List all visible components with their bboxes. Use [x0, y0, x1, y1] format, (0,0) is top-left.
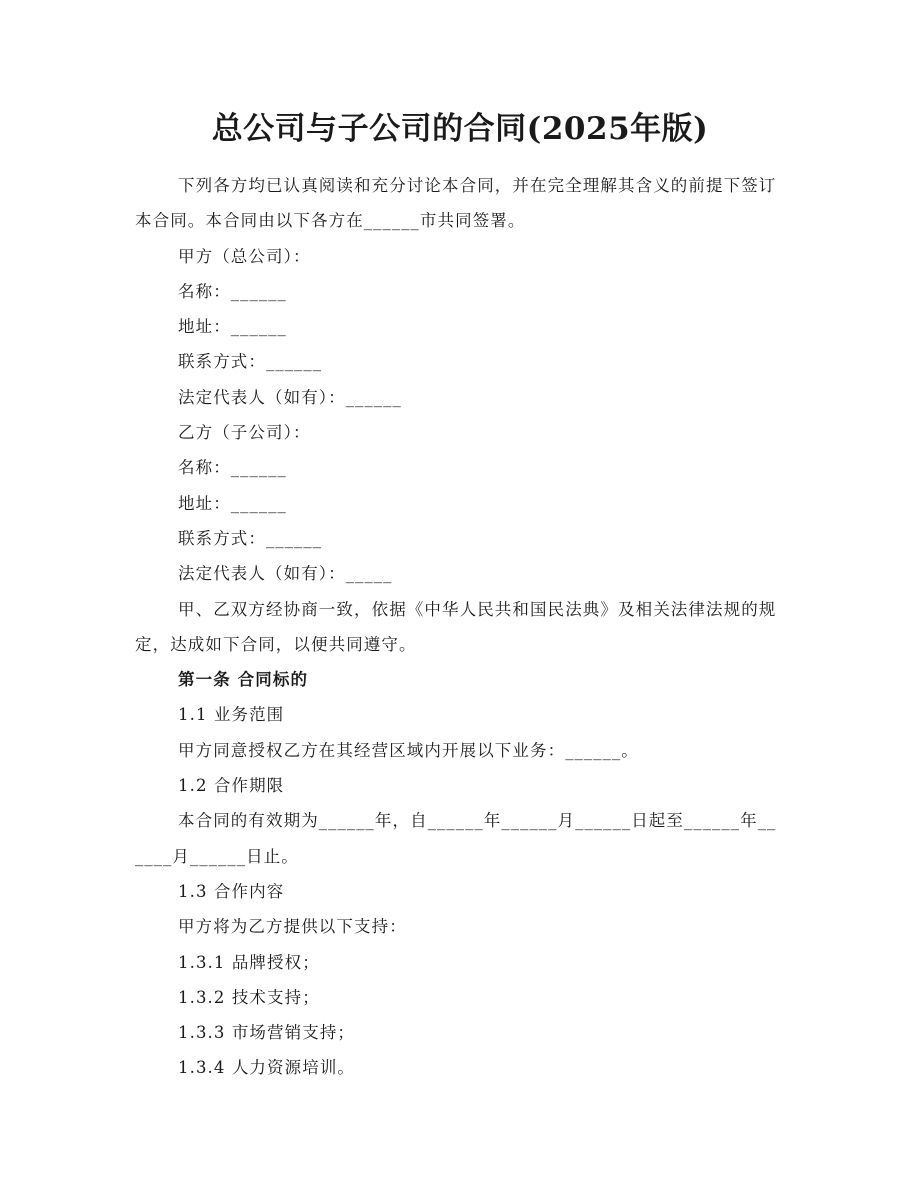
party-b-representative: 法定代表人（如有）：_____: [178, 564, 393, 584]
party-b-name: 名称：______: [178, 458, 287, 478]
party-b-contact: 联系方式：______: [178, 528, 323, 548]
list-item: 1.3.2 技术支持；: [178, 987, 320, 1007]
document-title: 总公司与子公司的合同(2025年版): [211, 111, 709, 147]
section-1-3-text: 甲方将为乙方提供以下支持：: [178, 917, 407, 937]
list-item: 1.3.1 品牌授权；: [178, 952, 320, 972]
party-a-representative: 法定代表人（如有）：______: [178, 387, 402, 407]
preamble-paragraph: 下列各方均已认真阅读和充分讨论本合同，并在完全理解其含义的前提下签订本合同。本合同由以下各方在______市共同签署。: [135, 176, 777, 231]
document-body: [135, 168, 780, 1086]
article-1-heading: 第一条 合同标的: [178, 670, 309, 690]
party-a-contact: 联系方式：______: [178, 352, 323, 372]
list-item: 1.3.3 市场营销支持；: [178, 1023, 356, 1043]
section-1-3-heading: 1.3 合作内容: [178, 881, 285, 901]
party-b-address: 地址：______: [178, 493, 287, 513]
party-b-heading: 乙方（子公司）：: [178, 423, 311, 443]
party-a-address: 地址：______: [178, 317, 287, 337]
party-a-name: 名称：______: [178, 281, 287, 301]
section-1-2-text: 本合同的有效期为______年，自______年______月______日起至______年______月______日止。: [135, 811, 777, 866]
section-1-1-heading: 1.1 业务范围: [178, 705, 285, 725]
agreement-paragraph: 甲、乙双方经协商一致，依据《中华人民共和国民法典》及相关法律法规的规定，达成如下合同，以便共同遵守。: [135, 599, 777, 654]
party-a-heading: 甲方（总公司）：: [178, 246, 311, 266]
section-1-2-heading: 1.2 合作期限: [178, 776, 285, 796]
list-item: 1.3.4 人力资源培训。: [178, 1058, 356, 1078]
section-1-1-text: 甲方同意授权乙方在其经营区域内开展以下业务：______。: [178, 740, 639, 760]
